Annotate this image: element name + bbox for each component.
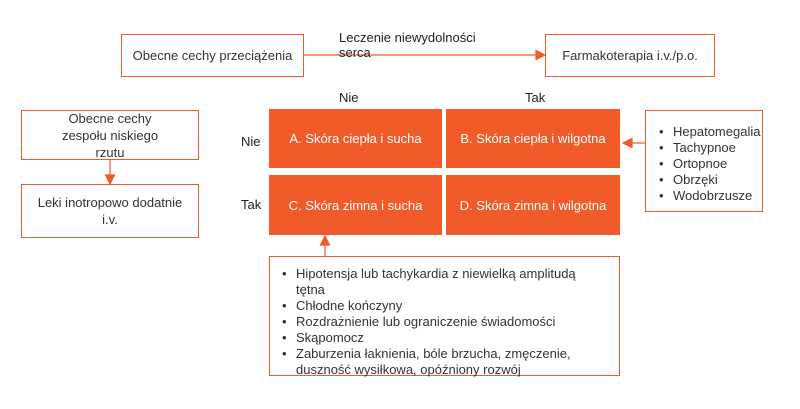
pharmacotherapy-box xyxy=(545,34,715,77)
row-header-nie: Nie xyxy=(241,134,261,149)
list-item: • Rozdrażnienie lub ograniczenie świadomości xyxy=(282,314,607,330)
cell-c-cold-dry xyxy=(269,175,442,235)
congestion-signs-list xyxy=(659,124,762,204)
low-perfusion-signs-list xyxy=(282,266,607,378)
list-item: • Hepatomegalia xyxy=(659,124,762,140)
cell-c-label: C. Skóra zimna i sucha xyxy=(288,197,423,213)
list-item: • Hipotensja lub tachykardia z niewielką amplitudą tętna xyxy=(282,266,607,298)
cell-b-label: B. Skóra ciepła i wilgotna xyxy=(460,131,606,146)
low-perfusion-signs-list-box xyxy=(269,256,620,376)
list-item: • Chłodne kończyny xyxy=(282,298,607,314)
low-output-signs-box xyxy=(21,110,199,160)
arrow-left-head xyxy=(106,175,115,184)
list-item: • Ortopnoe xyxy=(659,156,762,172)
heart-failure-treatment-label: Leczenie niewydolności serca xyxy=(339,30,476,60)
list-item: • Tachypnoe xyxy=(659,140,762,156)
list-item: • Skąpomocz xyxy=(282,330,607,346)
arrow-bottom-head xyxy=(321,236,330,245)
inotropes-box xyxy=(21,184,199,238)
cell-a-label: A. Skóra ciepła i sucha xyxy=(289,131,422,146)
column-header-tak: Tak xyxy=(525,90,546,105)
row-header-tak: Tak xyxy=(241,197,262,212)
cell-a-warm-dry xyxy=(269,109,442,168)
low-output-signs-label: Obecne cechy zespołu niskiego rzutu xyxy=(61,110,159,160)
list-item: • Zaburzenia łaknienia, bóle brzucha, zmęczenie, duszność wysiłkowa, opóźniony rozwój xyxy=(282,346,607,378)
congestion-signs-list-box xyxy=(645,110,763,212)
congestion-signs-box xyxy=(121,34,304,77)
arrow-right-head xyxy=(623,139,632,148)
cell-d-label: D. Skóra zimna i wilgotna xyxy=(459,197,607,213)
list-item: • Obrzęki xyxy=(659,172,762,188)
list-item: • Wodobrzusze xyxy=(659,188,762,204)
pharmacotherapy-label: Farmakoterapia i.v./p.o. xyxy=(562,48,698,63)
column-header-nie: Nie xyxy=(339,90,359,105)
cell-d-cold-wet xyxy=(446,175,620,235)
inotropes-label: Leki inotropowo dodatnie i.v. xyxy=(37,195,183,227)
cell-b-warm-wet xyxy=(446,109,620,168)
congestion-signs-label: Obecne cechy przeciążenia xyxy=(132,48,293,63)
arrow-top-head xyxy=(536,51,545,60)
